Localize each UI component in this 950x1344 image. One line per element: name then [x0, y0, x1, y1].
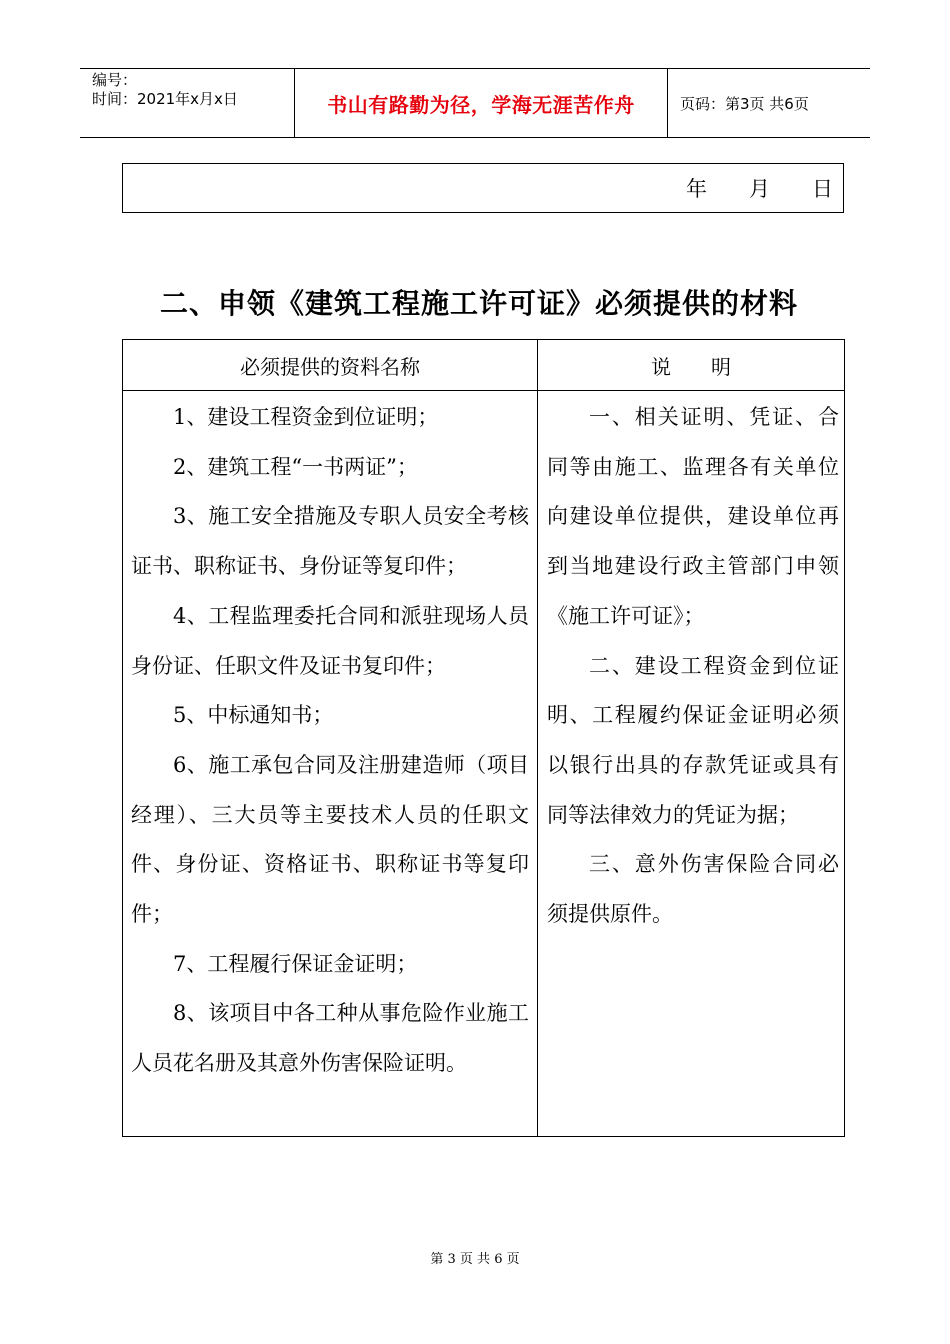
table-header-right: 说 明: [651, 354, 731, 379]
explanation-list: [547, 393, 839, 940]
material-item: 1、建设工程资金到位证明；: [173, 405, 439, 429]
date-row: [122, 163, 844, 213]
document-header: [80, 68, 870, 138]
column-divider: [537, 340, 538, 1136]
explanation-item: 二、建设工程资金到位证明、工程履约保证金证明必须以银行出具的存款凭证或具有同等法律效力的凭证为据；: [547, 653, 839, 827]
materials-table: [122, 339, 845, 1137]
year-label: 年: [686, 177, 707, 201]
explanation-item: 三、意外伤害保险合同必须提供原件。: [547, 852, 839, 927]
material-item: 3、施工安全措施及专职人员安全考核证书、职称证书、身份证等复印件；: [131, 504, 529, 579]
time-label: 时间：2021年x月x日: [92, 90, 238, 108]
material-item: 4、工程监理委托合同和派驻现场人员身份证、任职文件及证书复印件；: [131, 603, 529, 678]
number-label: 编号：: [92, 71, 138, 89]
header-divider: [123, 390, 844, 391]
table-header-left: 必须提供的资料名称: [240, 354, 420, 379]
section-title: 二、申领《建筑工程施工许可证》必须提供的材料: [160, 287, 799, 320]
explanation-item: 一、相关证明、凭证、合同等由施工、监理各有关单位向建设单位提供，建设单位再到当地建设行政主管部门申领《施工许可证》；: [547, 405, 839, 628]
header-meta: [80, 69, 294, 137]
month-label: 月: [749, 177, 770, 201]
required-materials-list: [131, 393, 529, 1089]
material-item: 5、中标通知书；: [173, 703, 334, 728]
material-item: 7、工程履行保证金证明；: [173, 951, 418, 976]
header-motto: 书山有路勤为径，学海无涯苦作舟: [294, 69, 668, 137]
material-item: 6、施工承包合同及注册建造师（项目经理）、三大员等主要技术人员的任职文件、身份证、资格证书、职称证书等复印件；: [131, 752, 529, 927]
header-page-code: 页码：第3页 共6页: [680, 94, 809, 113]
material-item: 8、该项目中各工种从事危险作业施工人员花名册及其意外伤害保险证明。: [131, 1001, 529, 1076]
material-item: 2、建筑工程“一书两证”；: [173, 454, 418, 479]
day-label: 日: [812, 177, 833, 201]
page-footer: 第 3 页 共 6 页: [430, 1252, 520, 1267]
